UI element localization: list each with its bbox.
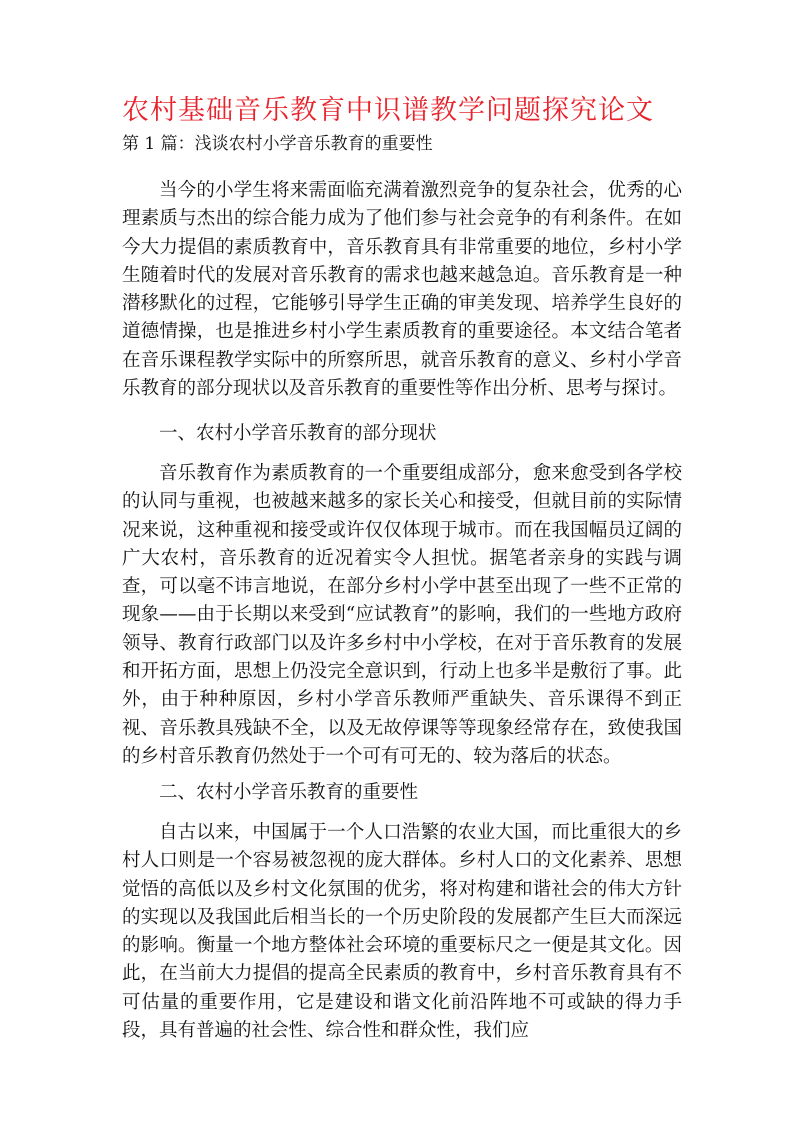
paragraph-section-1: 音乐教育作为素质教育的一个重要组成部分，愈来愈受到各学校的认同与重视，也被越来越多的家长关心和接受，但就目前的实际情况来说，这种重视和接受或许仅仅体现于城市。而在我国幅员辽阔的广大农村，音乐教育的近况着实令人担忧。据笔者亲身的实践与调查，可以毫不讳言地说，在部分乡村小学中甚至出现了一些不正常的现象——由于长期以来受到“应试教育”的影响，我们的一些地方政府领导、教育行政部门以及许多乡村中小学校，在对于音乐教育的发展和开拓方面，思想上仍没完全意识到，行动上也多半是敷衍了事。此外，由于种种原因，乡村小学音乐教师严重缺失、音乐课得不到正视、音乐教具残缺不全，以及无故停课等等现象经常存在，致使我国的乡村音乐教育仍然处于一个可有可无的、较为落后的状态。 — [122, 463, 682, 767]
section-heading-2: 二、农村小学音乐教育的重要性 — [159, 782, 419, 803]
paragraph-intro: 当今的小学生将来需面临充满着激烈竞争的复杂社会，优秀的心理素质与杰出的综合能力成为了他们参与社会竞争的有利条件。在如今大力提倡的素质教育中，音乐教育具有非常重要的地位，乡村小学生随着时代的发展对音乐教育的需求也越来越急迫。音乐教育是一种潜移默化的过程，它能够引导学生正确的审美发现、培养学生良好的道德情操，也是推进乡村小学生素质教育的重要途径。本文结合笔者在音乐课程教学实际中的所察所思，就音乐教育的意义、乡村小学音乐教育的部分现状以及音乐教育的重要性等作出分析、思考与探讨。 — [122, 180, 682, 400]
paragraph-section-2: 自古以来，中国属于一个人口浩繁的农业大国，而比重很大的乡村人口则是一个容易被忽视的庞大群体。乡村人口的文化素养、思想觉悟的高低以及乡村文化氛围的优劣，将对构建和谐社会的伟大方针的实现以及我国此后相当长的一个历史阶段的发展都产生巨大而深远的影响。衡量一个地方整体社会环境的重要标尺之一便是其文化。因此，在当前大力提倡的提高全民素质的教育中，乡村音乐教育具有不可估量的重要作用，它是建设和谐文化前沿阵地不可或缺的得力手段，具有普遍的社会性、综合性和群众性，我们应 — [122, 822, 682, 1042]
document-title: 农村基础音乐教育中识谱教学问题探究论文 — [122, 95, 654, 126]
document-subtitle: 第 1 篇：浅谈农村小学音乐教育的重要性 — [122, 134, 433, 154]
section-heading-1: 一、农村小学音乐教育的部分现状 — [159, 423, 437, 444]
